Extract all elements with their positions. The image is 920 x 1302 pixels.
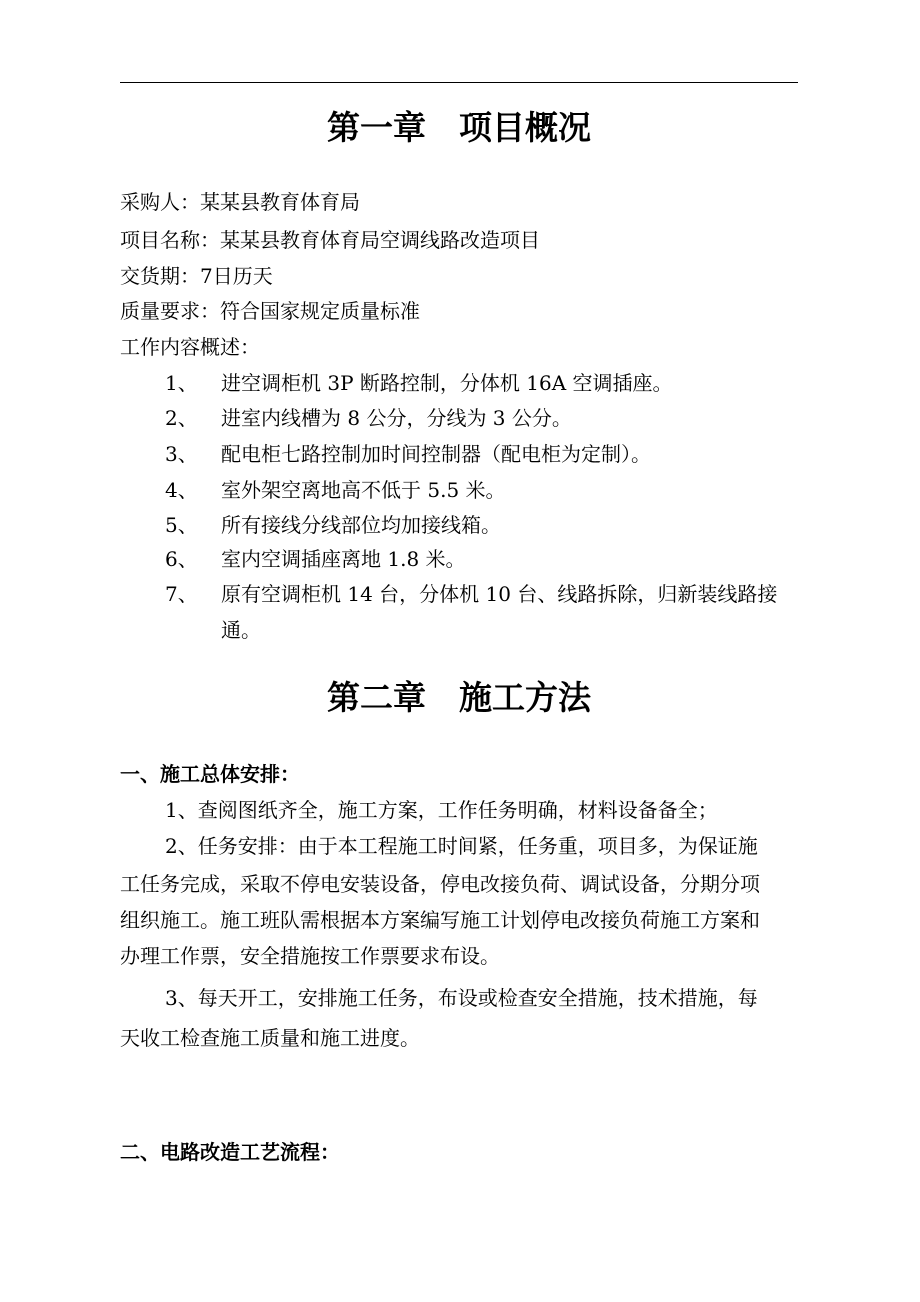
header-rule: [120, 82, 798, 83]
list-item: [165, 440, 651, 468]
delivery-line: 交货期：7日历天: [120, 264, 273, 288]
list-item: [165, 580, 777, 608]
list-item-text: 进室内线槽为 8 公分，分线为 3 公分。: [221, 406, 572, 430]
list-item-number: 6、: [165, 547, 198, 571]
list-item-text: 进空调柜机 3P 断路控制，分体机 16A 空调插座。: [221, 371, 673, 395]
list-item-text: 所有接线分线部位均加接线箱。: [221, 513, 501, 537]
list-item-number: 5、: [165, 513, 198, 537]
paragraph-2-line: 办理工作票，安全措施按工作票要求布设。: [120, 944, 500, 968]
list-item: [165, 545, 466, 573]
list-item-text: 原有空调柜机 14 台，分体机 10 台、线路拆除，归新装线路接: [221, 582, 778, 606]
paragraph-3-line: 天收工检查施工质量和施工进度。: [120, 1026, 420, 1050]
paragraph-1: 1、查阅图纸齐全，施工方案，工作任务明确，材料设备备全；: [165, 798, 718, 822]
list-item: [165, 511, 501, 539]
quality-line: 质量要求：符合国家规定质量标准: [120, 299, 420, 323]
list-item-text: 配电柜七路控制加时间控制器（配电柜为定制）。: [221, 442, 651, 466]
work-overview-label: 工作内容概述：: [120, 335, 260, 359]
paragraph-2-line: 工任务完成，采取不停电安装设备，停电改接负荷、调试设备，分期分项: [120, 872, 760, 896]
list-item-number: 4、: [165, 478, 198, 502]
purchaser-line: 采购人：某某县教育体育局: [120, 190, 360, 214]
chapter-1-title: 第一章 项目概况: [327, 108, 591, 147]
list-item-number: 3、: [165, 442, 198, 466]
list-item-continuation: 通。: [221, 618, 261, 642]
section-heading-2: 二、电路改造工艺流程：: [120, 1140, 340, 1164]
list-item: [165, 369, 673, 397]
paragraph-2-line: 2、任务安排：由于本工程施工时间紧，任务重，项目多，为保证施: [165, 834, 758, 858]
list-item-number: 2、: [165, 406, 198, 430]
list-item: [165, 404, 572, 432]
project-name-line: 项目名称：某某县教育体育局空调线路改造项目: [120, 228, 540, 252]
list-item: [165, 476, 506, 504]
paragraph-3-line: 3、每天开工，安排施工任务，布设或检查安全措施，技术措施，每: [165, 986, 758, 1010]
section-heading-1: 一、施工总体安排：: [120, 762, 300, 786]
paragraph-2-line: 组织施工。施工班队需根据本方案编写施工计划停电改接负荷施工方案和: [120, 908, 760, 932]
chapter-2-title: 第二章 施工方法: [327, 678, 591, 717]
list-item-text: 室内空调插座离地 1.8 米。: [221, 547, 466, 571]
list-item-number: 1、: [165, 371, 198, 395]
list-item-number: 7、: [165, 582, 198, 606]
list-item-text: 室外架空离地高不低于 5.5 米。: [221, 478, 506, 502]
